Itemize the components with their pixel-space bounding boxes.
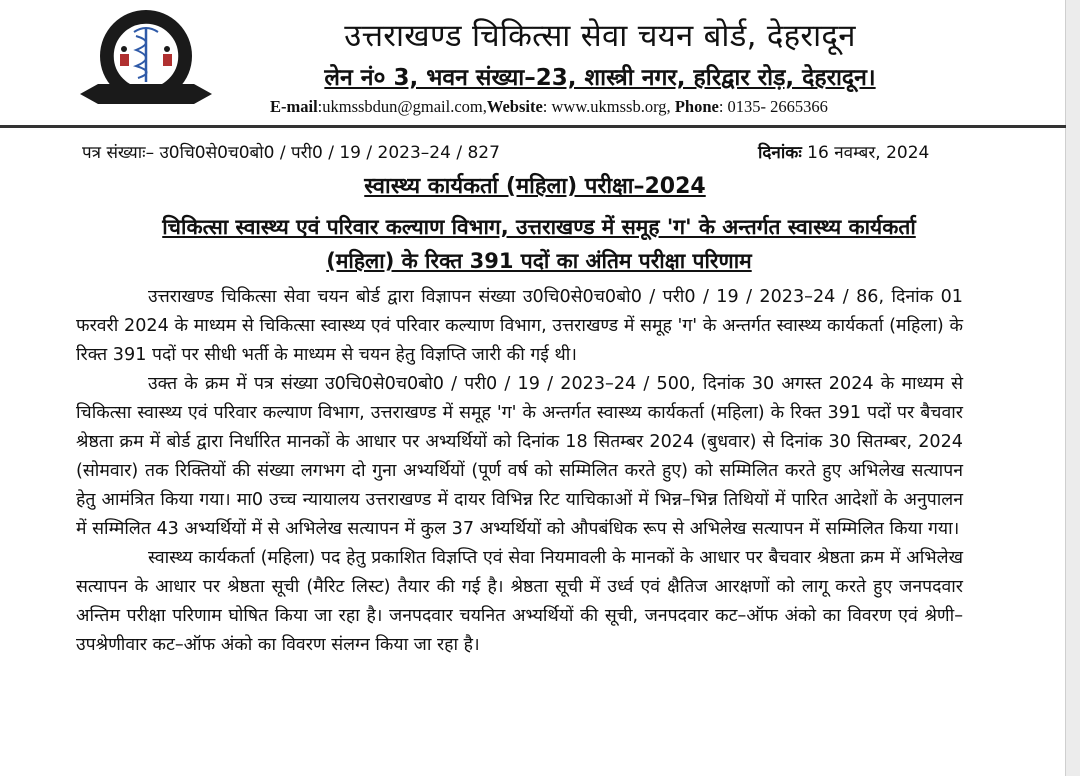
board-contact: [270, 97, 950, 117]
letter-date: [758, 140, 929, 163]
paragraph-1: उत्तराखण्ड चिकित्सा सेवा चयन बोर्ड द्वारा विज्ञापन संख्या उ0चि0से0च0बो0 / परी0 / 19 / 2023–24 / 86, दिनांक 01 फरवरी 2024 के माध्यम से चिकित्सा स्वास्थ्य एवं परिवार कल्याण विभाग, उत्तराखण्ड में समूह 'ग' के अन्तर्गत स्वास्थ्य कार्यकर्ता (महिला) के रिक्त 391 पदों पर सीधी भर्ती के माध्यम से चयन हेतु विज्ञप्ति जारी की गई थी।: [76, 287, 963, 365]
email-value[interactable]: :ukmssbdun@gmail.com,: [317, 97, 487, 116]
paragraph-3: स्वास्थ्य कार्यकर्ता (महिला) पद हेतु प्रकाशित विज्ञप्ति एवं सेवा नियमावली के मानकों के आधार पर बैचवार श्रेष्ठता क्रम में अभिलेख सत्यापन के आधार पर श्रेष्ठता सूची (मैरिट लिस्ट) तैयार की गई है। श्रेष्ठता सूची में उर्ध्व एवं क्षैतिज आरक्षणों को लागू करते हुए जनपदवार अन्तिम परीक्षा परिणाम घोषित किया जा रहा है। जनपदवार चयनित अभ्यर्थियों की सूची, जनपदवार कट–ऑफ अंको का विवरण एवं श्रेणी–उपश्रेणीवार कट–ऑफ अंको का विवरण संलग्न किया जा रहा है।: [76, 548, 963, 655]
header-divider: [0, 125, 1066, 128]
email-label: E-mail: [270, 97, 318, 116]
page-edge: [1065, 0, 1080, 776]
subtitle-line-2: (महिला) के रिक्त 391 पदों का अंतिम परीक्षा परिणाम: [326, 249, 752, 273]
date-label: दिनांकः: [758, 143, 802, 163]
board-title: उत्तराखण्ड चिकित्सा सेवा चयन बोर्ड, देहरादून: [344, 18, 856, 54]
website-label: Website: [486, 97, 543, 116]
board-logo: [72, 6, 220, 110]
board-address: लेन नं० 3, भवन संख्या–23, शास्त्री नगर, हरिद्वार रोड़, देहरादून।: [324, 65, 876, 91]
subtitle-line-1: चिकित्सा स्वास्थ्य एवं परिवार कल्याण विभाग, उत्तराखण्ड में समूह 'ग' के अन्तर्गत स्वास्थ्य कार्यकर्ता: [162, 215, 916, 239]
phone-label: Phone: [674, 97, 719, 116]
website-value[interactable]: : www.ukmssb.org,: [542, 97, 671, 116]
notice-subtitle: [70, 210, 1008, 278]
date-value: 16 नवम्बर, 2024: [807, 143, 930, 163]
letter-reference: पत्र संख्याः– उ0चि0से0च0बो0 / परी0 / 19 / 2023–24 / 827: [82, 143, 500, 163]
notice-body: [76, 283, 963, 660]
phone-value: : 0135- 2665366: [718, 97, 828, 116]
paragraph-2: उक्त के क्रम में पत्र संख्या उ0चि0से0च0बो0 / परी0 / 19 / 2023–24 / 500, दिनांक 30 अगस्त 2024 के माध्यम से चिकित्सा स्वास्थ्य एवं परिवार कल्याण विभाग, उत्तराखण्ड में समूह 'ग' के अन्तर्गत स्वास्थ्य कार्यकर्ता (महिला) के रिक्त 391 पदों पर बैचवार श्रेष्ठता क्रम में बोर्ड द्वारा निर्धारित मानकों के आधार पर अभ्यर्थियों को दिनांक 18 सितम्बर 2024 (बुधवार) से दिनांक 30 सितम्बर, 2024 (सोमवार) तक रिक्तियों की संख्या लगभग दो गुना अभ्यर्थियों (पूर्ण वर्ष को सम्मिलित करते हुए) को सम्मिलित करते हुए अभिलेख सत्यापन हेतु आमंत्रित किया गया। मा0 उच्च न्यायालय उत्तराखण्ड में दायर विभिन्न रिट याचिकाओं में भिन्न–भिन्न तिथियों में पारित आदेशों के अनुपालन में सम्मिलित 43 अभ्यर्थियों में से अभिलेख सत्यापन में कुल 37 अभ्यर्थियों को औपबंधिक रूप से अभिलेख सत्यापन में सम्मिलित किया गया।: [76, 374, 963, 539]
exam-title: स्वास्थ्य कार्यकर्ता (महिला) परीक्षा–2024: [364, 174, 706, 199]
